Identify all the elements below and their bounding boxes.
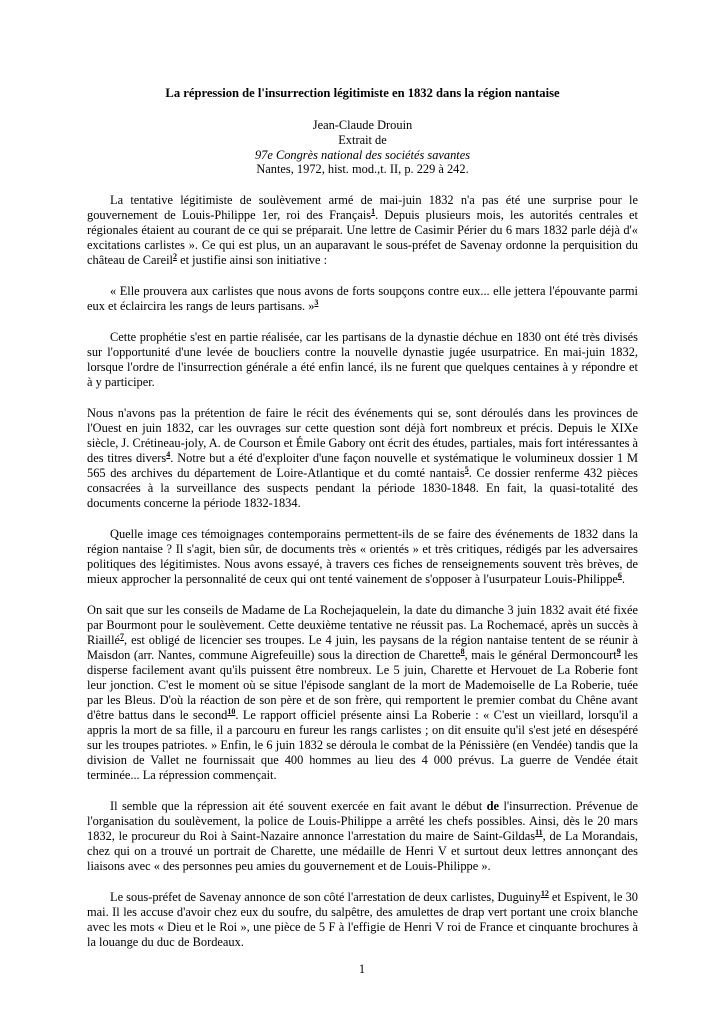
footnote-reference-link[interactable]: 12 [540, 889, 549, 899]
body-paragraph [87, 330, 638, 390]
text-run: les disperse facilement avant qu'ils puissent être nombreux. Le 5 juin, Charette et Hervouet de La Roberie font leur jonction. C'est le moment où se situe l'épisode sanglant de la mort de Mademoiselle de La Roberie, tuée par les Bleus. D'où la réaction de son père et de son frère, qui remportent le premier combat du Chêne avant d'être battus dans le second [87, 648, 638, 723]
source-details: Nantes, 1972, hist. mod.,t. II, p. 229 à 242. [256, 162, 469, 177]
footnote-reference-link[interactable]: 10 [227, 707, 236, 717]
text-run: et Espivent, le 30 mai. Il les accuse d'avoir chez eux du soufre, du salpêtre, des amulettes de drap vert portant une croix blanche avec les mots « Dieu et le Roi », une pièce de 5 F à l'effigie de Henri V roi de France et cinquante brochures à la louange du duc de Bordeaux. [87, 890, 639, 950]
text-run: « Elle prouvera aux carlistes que nous avons de forts soupçons contre eux... elle jettera l'épouvante parmi eux et éclaircira les rangs de leurs partisans. » [87, 284, 638, 314]
text-run: Le sous-préfet de Savenay annonce de son côté l'arrestation de deux carlistes, Duguiny [110, 890, 541, 905]
footnote-reference-link[interactable]: 11 [535, 828, 543, 838]
author-name: Jean-Claude Drouin [312, 118, 413, 132]
text-run: , est obligé de licencier ses troupes. Le 4 juin, les paysans de la région nantaise tentent de se réunir à Maisdon (arr. Nantes, commune Aigrefeuille) sous la direction de Charette [87, 633, 638, 663]
text-run: , de La Morandais, chez qui on a trouvé un portrait de Charette, une médaille de Henri V et surtout deux lettres annonçant des liaisons avec « des personnes peu amies du gouvernement et de Louis-Philippe ». [87, 829, 638, 874]
text-run: Nous n'avons pas la prétention de faire le récit des événements qui se, sont déroulés dans les provinces de l'Ouest en juin 1832, car les ouvrages sur cette question sont déjà fort nombreux et précis. Depuis le XIXe siècle, J. Crétineau-joly, A. de Courson et Émile Gabory ont écrit des études, partiales, mais fort intéressantes à des titres divers [87, 406, 638, 466]
body-paragraph [87, 799, 638, 874]
document-body [87, 86, 638, 966]
body-paragraph [87, 193, 638, 268]
text-run: . Le rapport officiel présente ainsi La Roberie : « C'est un vieillard, lorsqu'il a appris la mort de sa fille, il a parcouru en fureur les rangs carlistes ; on dit ensuite qu'il s'est jeté en désespéré sur les troupes patriotes. » Enfin, le 6 juin 1832 se déroula le combat de la Pénissière (en Vendée) tandis que la division de Vallet ne fournissait que 400 hommes au lieu des 4 000 prévus. La guerre de Vendée était terminée... La répression commençait. [87, 708, 638, 783]
text-run: , mais le général Dermoncourt [464, 648, 617, 663]
text-run: . Ce dossier renferme 432 pièces consacrées à la surveillance des suspects pendant la période 1830-1848. En fait, la quasi-totalité des documents concerne la période 1832-1834. [87, 466, 638, 511]
bold-text-run: de [486, 799, 500, 814]
page-number: 1 [358, 962, 366, 976]
text-run: La tentative légitimiste de soulèvement armé de mai-juin 1832 n'a pas été une surprise pour le gouvernement de Louis-Philippe 1er, roi des Français [87, 193, 638, 223]
paragraph-list [87, 193, 638, 950]
text-run: l'insurrection. Prévenue de l'organisation du soulèvement, la police de Louis-Philippe a arrêté les chefs possibles. Ainsi, dès le 20 mars 1832, le procureur du Roi à Saint-Nazaire annonce l'arrestation du maire de Saint-Gildas [87, 799, 638, 844]
document-title: La répression de l'insurrection légitimiste en 1832 dans la région nantaise [165, 86, 560, 100]
text-run: Il semble que la répression ait été souvent exercée en fait avant le début [110, 799, 487, 814]
text-run: Quelle image ces témoignages contemporains permettent-ils de se faire des événements de 1832 dans la région nantaise ? Il s'agit, bien sûr, de documents très « orientés » et très critiques, rédigés par les adversaires politiques des légitimistes. Nous avons essayé, à travers ces fiches de renseignements souvent très brèves, de mieux approcher la personnalité de ceux qui ont tenté vainement de s'opposer à l'usurpateur Louis-Philippe [87, 527, 638, 587]
footnote-reference-link[interactable]: 4 [166, 450, 171, 460]
text-run: On sait que sur les conseils de Madame de La Rochejaquelein, la date du dimanche 3 juin 1832 avait été fixée par Bourmont pour le soulèvement. Cette deuxième tentative ne réussit pas. La Rochemacé, après un succès à Riaillé [87, 603, 638, 648]
footnote-reference-link[interactable]: 2 [173, 252, 177, 262]
text-run: Cette prophétie s'est en partie réalisée, car les partisans de la dynastie déchue en 1830 ont été très divisés sur l'opportunité d'une levée de boucliers contre la nouvelle dynastie jugée usurpatrice. En mai-juin 1832, lorsque l'ordre de l'insurrection générale a été enfin lancé, ils ne furent que quelques centaines à y répondre et à y participer. [87, 330, 638, 390]
byline [87, 118, 638, 177]
footnote-reference-link[interactable]: 3 [314, 298, 319, 308]
text-run: . Notre but a été d'exploiter d'une façon nouvelle et systématique le volumineux dossier 1 M 565 des archives du département de Loire-Atlantique et du comté nantais [87, 451, 638, 481]
body-paragraph [87, 406, 638, 511]
text-run: et justifie ainsi son initiative : [177, 253, 328, 268]
text-run: . [621, 572, 626, 587]
body-paragraph [87, 603, 638, 783]
body-paragraph [87, 890, 638, 950]
text-run: . Depuis plusieurs mois, les autorités centrales et régionales étaient au courant de ce qui se préparait. Une lettre de Casimir Périer du 6 mars 1832 parle déjà d'« excitations carlistes ». Ce qui est plus, un an auparavant le sous-préfet de Savenay ordonne la perquisition du château de Careil [87, 208, 639, 268]
source-title: 97e Congrès national des sociétés savantes [254, 147, 471, 162]
footnote-reference-link[interactable]: 6 [617, 571, 622, 581]
footnote-reference-link[interactable]: 5 [464, 465, 469, 475]
footnote-reference-link[interactable]: 8 [460, 647, 465, 657]
footnote-reference-link[interactable]: 7 [120, 632, 125, 642]
footnote-reference-link[interactable]: 9 [616, 647, 621, 657]
footnote-reference-link[interactable]: 1 [371, 207, 376, 217]
body-paragraph [87, 527, 638, 587]
extract-label: Extrait de [338, 132, 387, 147]
body-paragraph [87, 284, 638, 314]
